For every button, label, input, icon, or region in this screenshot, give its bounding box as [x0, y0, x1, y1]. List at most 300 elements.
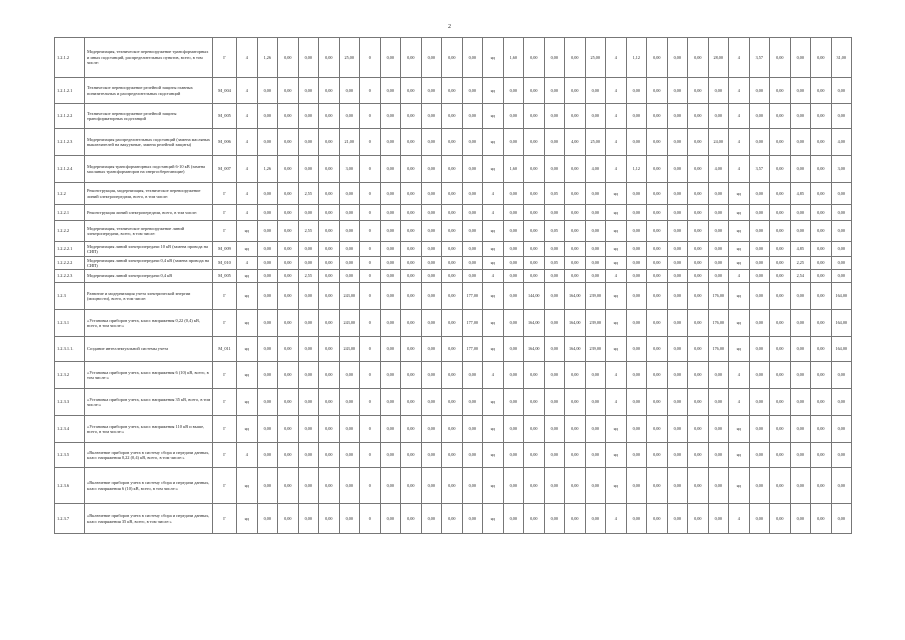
value-cell: 164,00 — [831, 283, 852, 310]
value-cell: нд — [237, 337, 258, 362]
row-description-cell: Модернизация линий электропередачи 0,4 кВ (замена провода на СИП) — [85, 257, 213, 270]
value-cell: 2,25 — [790, 257, 811, 270]
value-cell: 0,00 — [401, 416, 422, 443]
value-cell: 4 — [606, 389, 627, 416]
value-cell: 0,00 — [401, 38, 422, 78]
value-cell: 4 — [483, 205, 504, 221]
value-cell: 0,00 — [298, 104, 319, 129]
value-cell: 0,00 — [421, 242, 442, 257]
value-cell: 0,00 — [401, 129, 422, 156]
value-cell: 0,00 — [749, 257, 770, 270]
value-cell: 0,00 — [462, 362, 483, 389]
value-cell: 0,00 — [831, 468, 852, 504]
page-number: 2 — [448, 24, 451, 30]
value-cell: 0,00 — [749, 183, 770, 205]
value-cell: нд — [237, 310, 258, 337]
value-cell: 0,00 — [831, 362, 852, 389]
table-row — [55, 283, 852, 310]
value-cell: 0,00 — [749, 468, 770, 504]
value-cell: 0,00 — [524, 504, 545, 534]
value-cell: 0,00 — [790, 283, 811, 310]
row-description-cell: «Установка приборов учета, класс напряжения 35 кВ, всего, в том числе:» — [85, 389, 213, 416]
row-identifier-cell: Г — [213, 468, 237, 504]
value-cell: 1,12 — [626, 38, 647, 78]
row-identifier-cell: Г — [213, 205, 237, 221]
value-cell: 0,00 — [708, 416, 729, 443]
value-cell: 0,00 — [790, 156, 811, 183]
value-cell: 0,00 — [462, 504, 483, 534]
value-cell: 0,00 — [380, 270, 401, 283]
value-cell: 0,00 — [647, 310, 668, 337]
value-cell: 0,00 — [749, 221, 770, 242]
value-cell: нд — [483, 443, 504, 468]
value-cell: 0,00 — [339, 416, 360, 443]
value-cell: 0,00 — [442, 283, 463, 310]
value-cell: 0,00 — [380, 283, 401, 310]
row-code-cell: 1.2.2.2.3 — [55, 270, 85, 283]
value-cell: 4,00 — [585, 156, 606, 183]
value-cell: 0,00 — [442, 270, 463, 283]
value-cell: 0,00 — [647, 38, 668, 78]
value-cell: 4 — [606, 38, 627, 78]
value-cell: 0,00 — [462, 205, 483, 221]
value-cell: 0,00 — [770, 104, 791, 129]
value-cell: 0,00 — [380, 389, 401, 416]
value-cell: 0,00 — [585, 362, 606, 389]
value-cell: нд — [483, 416, 504, 443]
value-cell: 0,00 — [442, 38, 463, 78]
value-cell: 0,00 — [544, 362, 565, 389]
value-cell: 0,00 — [770, 78, 791, 104]
value-cell: 0 — [360, 468, 381, 504]
value-cell: 0,00 — [524, 389, 545, 416]
table-row — [55, 205, 852, 221]
row-identifier-cell: М_011 — [213, 337, 237, 362]
value-cell: 0,00 — [462, 78, 483, 104]
table-row — [55, 389, 852, 416]
value-cell: 0,00 — [421, 183, 442, 205]
value-cell: 0,00 — [298, 416, 319, 443]
value-cell: 0,00 — [688, 104, 709, 129]
value-cell: 0,00 — [298, 38, 319, 78]
value-cell: 0,00 — [647, 104, 668, 129]
table-row — [55, 221, 852, 242]
value-cell: 0,00 — [319, 389, 340, 416]
value-cell: 0,00 — [257, 337, 278, 362]
value-cell: 0,00 — [462, 156, 483, 183]
value-cell: 0,00 — [688, 416, 709, 443]
row-description-cell: Техническое перевооружение релейной защиты трансформаторных подстанций — [85, 104, 213, 129]
value-cell: 0,00 — [544, 283, 565, 310]
value-cell: 0,00 — [626, 283, 647, 310]
value-cell: 0,00 — [421, 38, 442, 78]
value-cell: 4,00 — [831, 129, 852, 156]
value-cell: нд — [237, 389, 258, 416]
value-cell: 4 — [237, 129, 258, 156]
value-cell: 243,00 — [339, 337, 360, 362]
value-cell: 0,00 — [749, 416, 770, 443]
value-cell: 0,00 — [770, 468, 791, 504]
row-code-cell: 1.2.3.5 — [55, 443, 85, 468]
value-cell: 0,00 — [544, 416, 565, 443]
value-cell: нд — [483, 468, 504, 504]
value-cell: 4 — [483, 270, 504, 283]
value-cell: 0,00 — [708, 205, 729, 221]
value-cell: нд — [483, 310, 504, 337]
value-cell: 0,00 — [278, 156, 299, 183]
value-cell: 0,00 — [749, 283, 770, 310]
value-cell: 0,00 — [688, 38, 709, 78]
value-cell: 0,00 — [462, 38, 483, 78]
value-cell: 0,00 — [278, 504, 299, 534]
value-cell: 0,00 — [708, 257, 729, 270]
value-cell: 0,00 — [708, 443, 729, 468]
value-cell: 0,00 — [544, 104, 565, 129]
value-cell: 0,00 — [278, 205, 299, 221]
value-cell: 0,00 — [401, 221, 422, 242]
value-cell: 0,00 — [811, 468, 832, 504]
row-identifier-cell: Г — [213, 221, 237, 242]
value-cell: 0,00 — [565, 221, 586, 242]
value-cell: нд — [729, 468, 750, 504]
value-cell: нд — [606, 337, 627, 362]
value-cell: 0,00 — [647, 129, 668, 156]
value-cell: 0,00 — [585, 257, 606, 270]
value-cell: 0,00 — [319, 270, 340, 283]
value-cell: 0,00 — [626, 337, 647, 362]
table-row — [55, 129, 852, 156]
value-cell: 0,00 — [421, 78, 442, 104]
value-cell: 0,00 — [421, 310, 442, 337]
value-cell: 0,00 — [626, 504, 647, 534]
value-cell: 0,00 — [503, 221, 524, 242]
value-cell: нд — [237, 504, 258, 534]
value-cell: нд — [483, 221, 504, 242]
value-cell: 0,00 — [257, 468, 278, 504]
value-cell: 0,00 — [708, 104, 729, 129]
value-cell: 0,00 — [462, 104, 483, 129]
value-cell: 0 — [360, 183, 381, 205]
value-cell: нд — [237, 270, 258, 283]
value-cell: 0,00 — [626, 310, 647, 337]
table-row — [55, 416, 852, 443]
row-identifier-cell: Г — [213, 310, 237, 337]
value-cell: 0,00 — [401, 104, 422, 129]
value-cell: 0,00 — [442, 416, 463, 443]
value-cell: 4 — [606, 362, 627, 389]
table-row — [55, 270, 852, 283]
row-identifier-cell: М_005 — [213, 104, 237, 129]
value-cell: 0,00 — [442, 504, 463, 534]
value-cell: 0,00 — [421, 156, 442, 183]
value-cell: 0,00 — [647, 257, 668, 270]
value-cell: 0,00 — [442, 257, 463, 270]
value-cell: 0,00 — [278, 283, 299, 310]
value-cell: 0,00 — [565, 205, 586, 221]
value-cell: 0,00 — [462, 443, 483, 468]
value-cell: 0,00 — [503, 257, 524, 270]
value-cell: 0,00 — [647, 443, 668, 468]
value-cell: 0,00 — [811, 416, 832, 443]
value-cell: 0,00 — [380, 242, 401, 257]
row-code-cell: 1.2.2.2 — [55, 221, 85, 242]
value-cell: 0,00 — [257, 257, 278, 270]
value-cell: нд — [729, 205, 750, 221]
row-description-cell: Модернизация линий электропередачи 10 кВ (замена провода на СИП) — [85, 242, 213, 257]
value-cell: 0,00 — [811, 242, 832, 257]
table-row — [55, 337, 852, 362]
value-cell: 0,00 — [626, 205, 647, 221]
value-cell: 1,26 — [257, 156, 278, 183]
value-cell: 4 — [729, 389, 750, 416]
value-cell: 0,00 — [749, 129, 770, 156]
value-cell: 0,00 — [667, 205, 688, 221]
table-row — [55, 257, 852, 270]
value-cell: 0,00 — [544, 337, 565, 362]
value-cell: 4 — [237, 443, 258, 468]
value-cell: 164,00 — [831, 310, 852, 337]
value-cell: 0,00 — [421, 270, 442, 283]
value-cell: 0,00 — [462, 416, 483, 443]
value-cell: 0,00 — [688, 183, 709, 205]
value-cell: 0,00 — [524, 38, 545, 78]
value-cell: 0,00 — [811, 270, 832, 283]
row-identifier-cell: М_010 — [213, 257, 237, 270]
value-cell: 28,00 — [708, 38, 729, 78]
value-cell: 0,00 — [319, 416, 340, 443]
value-cell: 0,00 — [442, 221, 463, 242]
value-cell: 0 — [360, 156, 381, 183]
value-cell: 0,00 — [319, 257, 340, 270]
value-cell: 0,00 — [790, 362, 811, 389]
value-cell: 0,00 — [442, 337, 463, 362]
value-cell: 31,00 — [831, 38, 852, 78]
value-cell: нд — [606, 443, 627, 468]
value-cell: 0,00 — [544, 242, 565, 257]
value-cell: 164,00 — [565, 283, 586, 310]
value-cell: 0,00 — [503, 362, 524, 389]
value-cell: 0,00 — [442, 389, 463, 416]
row-identifier-cell: Г — [213, 283, 237, 310]
value-cell: 0,00 — [401, 443, 422, 468]
value-cell: 0,00 — [790, 104, 811, 129]
row-description-cell: «Включение приборов учета в систему сбора и передачи данных, класс напряжения 35 кВ, всего, в том числе:» — [85, 504, 213, 534]
value-cell: нд — [237, 283, 258, 310]
value-cell: 0,00 — [688, 443, 709, 468]
value-cell: 4 — [729, 156, 750, 183]
table-row — [55, 38, 852, 78]
value-cell: 0,00 — [339, 221, 360, 242]
row-code-cell: 1.2.2.2.2 — [55, 257, 85, 270]
value-cell: 0,00 — [298, 242, 319, 257]
value-cell: 0,00 — [667, 156, 688, 183]
value-cell: 0,00 — [688, 242, 709, 257]
value-cell: 0,00 — [380, 78, 401, 104]
value-cell: 0,00 — [688, 468, 709, 504]
row-code-cell: 1.2.1.2.3 — [55, 129, 85, 156]
value-cell: 1,60 — [503, 156, 524, 183]
value-cell: 0,00 — [770, 362, 791, 389]
value-cell: 0,00 — [667, 504, 688, 534]
value-cell: 164,00 — [565, 337, 586, 362]
value-cell: 0,00 — [401, 242, 422, 257]
value-cell: 0,00 — [257, 129, 278, 156]
value-cell: 0,00 — [770, 416, 791, 443]
value-cell: 0,00 — [585, 468, 606, 504]
table-row — [55, 242, 852, 257]
value-cell: 0,00 — [831, 205, 852, 221]
value-cell: 0,00 — [688, 270, 709, 283]
value-cell: 0,00 — [421, 337, 442, 362]
value-cell: 0,00 — [503, 443, 524, 468]
value-cell: 0,00 — [298, 283, 319, 310]
value-cell: 0 — [360, 416, 381, 443]
row-description-cell: «Установка приборов учета, класс напряжения 110 кВ и выше, всего, в том числе:» — [85, 416, 213, 443]
value-cell: 164,00 — [524, 310, 545, 337]
table-row — [55, 362, 852, 389]
value-cell: 0,00 — [257, 416, 278, 443]
row-identifier-cell: Г — [213, 362, 237, 389]
value-cell: 0,00 — [442, 183, 463, 205]
value-cell: 0,00 — [626, 257, 647, 270]
value-cell: нд — [483, 257, 504, 270]
value-cell: 0,00 — [647, 504, 668, 534]
value-cell: 25,00 — [585, 129, 606, 156]
value-cell: 0,00 — [524, 183, 545, 205]
value-cell: 0,00 — [565, 78, 586, 104]
value-cell: 0,00 — [626, 416, 647, 443]
value-cell: 0,00 — [401, 468, 422, 504]
value-cell: 0,00 — [298, 337, 319, 362]
value-cell: 0,00 — [585, 443, 606, 468]
value-cell: 0,00 — [503, 337, 524, 362]
value-cell: 0,00 — [339, 468, 360, 504]
value-cell: 0,00 — [585, 78, 606, 104]
value-cell: 0,00 — [524, 270, 545, 283]
value-cell: 0,00 — [380, 129, 401, 156]
row-identifier-cell: М_006 — [213, 129, 237, 156]
value-cell: нд — [237, 221, 258, 242]
value-cell: 177,00 — [462, 310, 483, 337]
value-cell: 0,00 — [524, 221, 545, 242]
value-cell: 0,00 — [401, 389, 422, 416]
value-cell: 0,00 — [770, 257, 791, 270]
value-cell: 0,00 — [421, 257, 442, 270]
value-cell: 0,00 — [278, 416, 299, 443]
value-cell: 0,00 — [503, 504, 524, 534]
value-cell: 24,00 — [708, 129, 729, 156]
value-cell: 0,00 — [278, 443, 299, 468]
value-cell: 4 — [729, 270, 750, 283]
value-cell: 0,00 — [298, 78, 319, 104]
value-cell: 177,00 — [462, 337, 483, 362]
value-cell: нд — [606, 310, 627, 337]
value-cell: 0,00 — [565, 38, 586, 78]
value-cell: 0,00 — [298, 504, 319, 534]
value-cell: нд — [729, 310, 750, 337]
value-cell: 0,00 — [298, 205, 319, 221]
value-cell: 4 — [606, 270, 627, 283]
value-cell: 0,00 — [544, 78, 565, 104]
value-cell: 0,00 — [257, 104, 278, 129]
value-cell: 1,60 — [503, 38, 524, 78]
value-cell: 0,00 — [298, 310, 319, 337]
value-cell: 0,00 — [319, 221, 340, 242]
investment-program-table — [54, 37, 852, 534]
value-cell: 0,00 — [585, 183, 606, 205]
value-cell: 0,00 — [319, 468, 340, 504]
value-cell: 0,00 — [647, 205, 668, 221]
value-cell: 2,55 — [298, 221, 319, 242]
value-cell: 0,00 — [811, 38, 832, 78]
value-cell: 0,00 — [811, 504, 832, 534]
value-cell: 4 — [237, 38, 258, 78]
value-cell: 0,00 — [790, 468, 811, 504]
value-cell: 0,00 — [257, 221, 278, 242]
value-cell: нд — [483, 283, 504, 310]
value-cell: 0,00 — [298, 129, 319, 156]
row-code-cell: 1.2.2 — [55, 183, 85, 205]
value-cell: 0,00 — [831, 78, 852, 104]
value-cell: 0,00 — [811, 283, 832, 310]
value-cell: 4 — [237, 205, 258, 221]
row-identifier-cell: Г — [213, 504, 237, 534]
value-cell: 0,00 — [688, 337, 709, 362]
value-cell: 0,00 — [319, 129, 340, 156]
value-cell: 0,00 — [380, 310, 401, 337]
value-cell: 0,00 — [278, 78, 299, 104]
table-row — [55, 443, 852, 468]
value-cell: 0,00 — [647, 468, 668, 504]
value-cell: 0,00 — [770, 443, 791, 468]
value-cell: 0,00 — [749, 242, 770, 257]
value-cell: 0,00 — [647, 183, 668, 205]
row-code-cell: 1.2.3.2 — [55, 362, 85, 389]
value-cell: 239,00 — [585, 337, 606, 362]
value-cell: 0 — [360, 78, 381, 104]
value-cell: 0,00 — [688, 78, 709, 104]
value-cell: 0,00 — [524, 416, 545, 443]
value-cell: 0,00 — [544, 504, 565, 534]
value-cell: 0 — [360, 389, 381, 416]
value-cell: 0,00 — [339, 362, 360, 389]
value-cell: 0,00 — [442, 362, 463, 389]
row-description-cell: «Включение приборов учета в систему сбора и передачи данных, класс напряжения 6 (10) кВ, всего, в том числе:» — [85, 468, 213, 504]
value-cell: 0,00 — [319, 205, 340, 221]
value-cell: 0,00 — [831, 389, 852, 416]
value-cell: 0,00 — [298, 443, 319, 468]
value-cell: 0,00 — [298, 389, 319, 416]
value-cell: 0,00 — [278, 468, 299, 504]
value-cell: 0,00 — [626, 221, 647, 242]
value-cell: 1,12 — [626, 156, 647, 183]
value-cell: 0,00 — [770, 221, 791, 242]
value-cell: нд — [606, 205, 627, 221]
value-cell: 4 — [483, 183, 504, 205]
value-cell: 0,00 — [688, 389, 709, 416]
value-cell: 0,00 — [667, 389, 688, 416]
value-cell: 0,00 — [442, 129, 463, 156]
value-cell: 0,00 — [380, 38, 401, 78]
value-cell: 0,00 — [257, 389, 278, 416]
value-cell: нд — [483, 78, 504, 104]
value-cell: 3,00 — [831, 156, 852, 183]
value-cell: 0 — [360, 337, 381, 362]
value-cell: 0,00 — [319, 337, 340, 362]
value-cell: 0,00 — [380, 443, 401, 468]
value-cell: 0,00 — [421, 129, 442, 156]
value-cell: 0,00 — [811, 129, 832, 156]
